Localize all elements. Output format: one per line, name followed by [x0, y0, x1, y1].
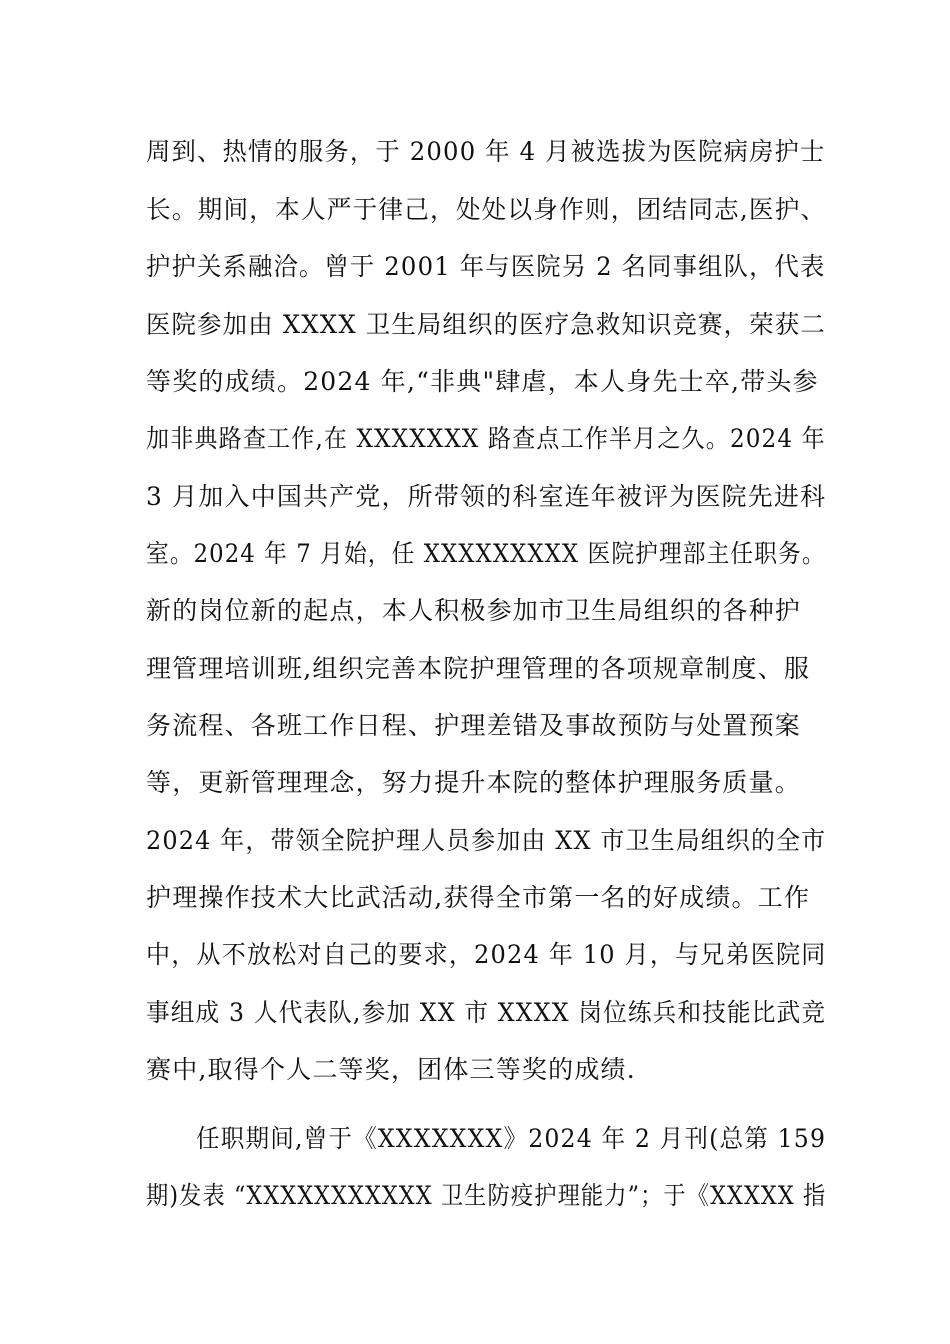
- text-line: 等，更新管理理念，努力提升本院的整体护理服务质量。: [146, 768, 802, 797]
- text-line: 3 月加入中国共产党，所带领的科室连年被评为医院先进科: [146, 482, 827, 511]
- text-line: 室。2024 年 7 月始，任 XXXXXXXXX 医院护理部主任职务。: [146, 539, 826, 568]
- text-line: 医院参加由 XXXX 卫生局组织的医疗急救知识竞赛，荣获二: [146, 310, 826, 339]
- text-line: 新的岗位新的起点，本人积极参加市卫生局组织的各种护: [146, 596, 802, 625]
- text-line: 护护关系融洽。曾于 2001 年与医院另 2 名同事组队，代表: [146, 252, 826, 281]
- text-line-indented: 任职期间,曾于《XXXXXXX》2024 年 2 月刊(总第 159: [196, 1124, 827, 1153]
- text-line: 长。期间，本人严于律己，处处以身作则，团结同志,医护、: [146, 195, 827, 224]
- text-line: 2024 年，带领全院护理人员参加由 XX 市卫生局组织的全市: [146, 826, 827, 855]
- text-line: 赛中,取得个人二等奖，团体三等奖的成绩.: [146, 1055, 636, 1084]
- text-line: 周到、热情的服务，于 2000 年 4 月被选拔为医院病房护士: [146, 137, 826, 166]
- text-line: 护理操作技术大比武活动,获得全市第一名的好成绩。工作: [146, 883, 811, 912]
- text-line: 理管理培训班,组织完善本院护理管理的各项规章制度、服: [146, 654, 811, 683]
- text-line: 事组成 3 人代表队,参加 XX 市 XXXX 岗位练兵和技能比武竞: [146, 998, 827, 1027]
- text-line: 中，从不放松对自己的要求，2024 年 10 月，与兄弟医院同: [146, 940, 827, 969]
- text-line: 加非典路查工作,在 XXXXXXX 路查点工作半月之久。2024 年: [146, 424, 826, 453]
- text-line: 期)发表 “XXXXXXXXXXX 卫生防疫护理能力”；于《XXXXX 指: [146, 1181, 827, 1210]
- text-line: 务流程、各班工作日程、护理差错及事故预防与处置预案: [146, 711, 802, 740]
- text-line: 等奖的成绩。2024 年,“非典"肆虐，本人身先士卒,带头参: [146, 367, 819, 396]
